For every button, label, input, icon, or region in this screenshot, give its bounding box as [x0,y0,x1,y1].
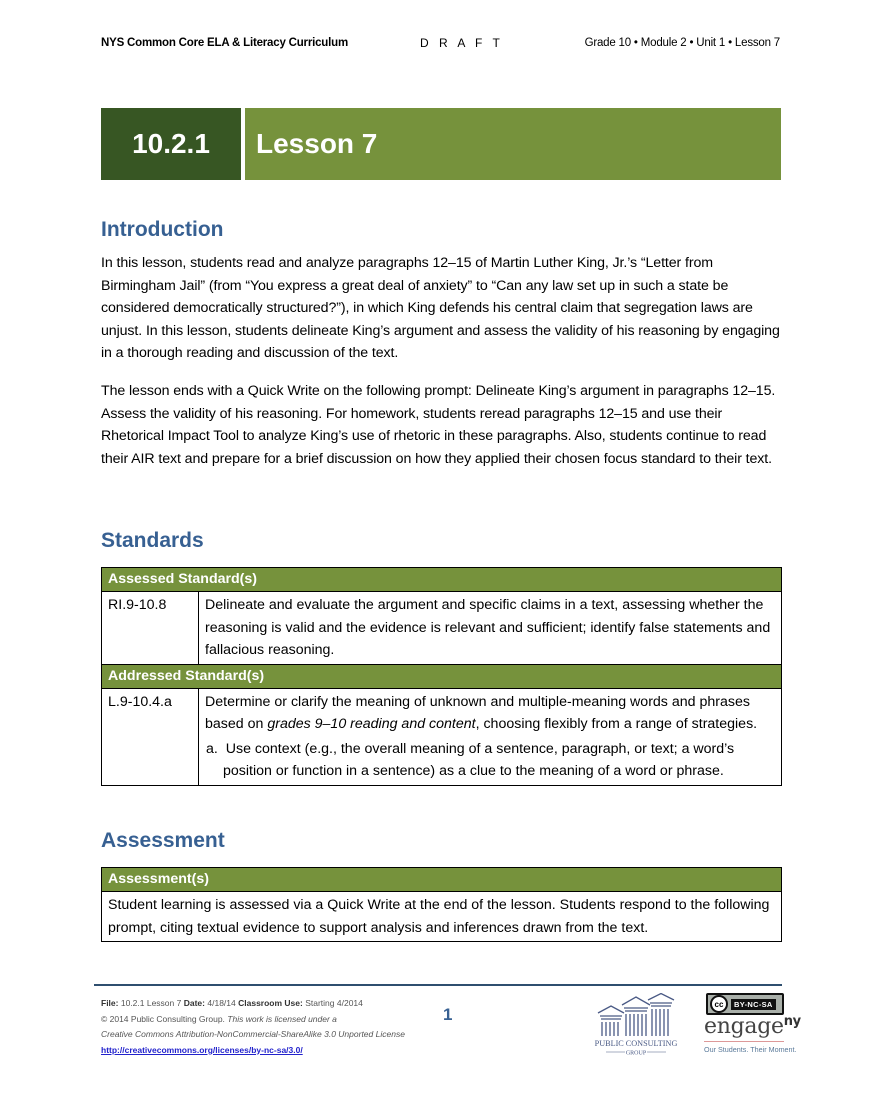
footer-copyright-line [101,1012,405,1028]
cc-license-type: BY-NC-SA [731,999,776,1010]
table-row [102,892,782,942]
standard-code: L.9-10.4.a [102,688,199,785]
footer-divider [94,984,782,986]
standard-text-part: Determine or clarify the meaning of unknown and multiple-meaning words and phrases based on [205,693,750,732]
cc-icon: cc [710,995,728,1013]
engage-wordmark: engage [704,1014,784,1039]
introduction-paragraph-1: In this lesson, students read and analyze paragraphs 12–15 of Martin Luther King, Jr.’s “Letter from Birmingham Jail” (from “You express a great deal of anxiety” to “Can any law set up in such a state be considered democratically structured?”), in which King defends his central claim that segregation laws are unjust. In this lesson, students delineate King’s argument and assess the validity of his reasoning by engaging in a thorough reading and discussion of the text. [101,255,780,361]
standard-main-text [205,691,775,736]
date-label: Date: [183,998,205,1008]
standard-description: Delineate and evaluate the argument and specific claims in a text, assessing whether the reasoning is valid and the evidence is relevant and sufficient; identify false statements and fallacious reasoning. [199,592,782,665]
footer-info [101,996,405,1058]
license-text: This work is licensed under a [227,1013,337,1024]
svg-text:GROUP: GROUP [625,1050,647,1057]
header-lesson-path: Grade 10 • Module 2 • Unit 1 • Lesson 7 [584,37,780,49]
license-link[interactable]: http://creativecommons.org/licenses/by-nc-sa/3.0/ [101,1044,303,1055]
addressed-standards-label: Addressed Standard(s) [102,664,782,688]
introduction-paragraph-2: The lesson ends with a Quick Write on the following prompt: Delineate King’s argument in paragraphs 12–15. Assess the validity of his reasoning. For homework, students reread paragraphs 12–15 and use their Rhetorical Impact Tool to analyze King’s use of rhetoric in these paragraphs. Also, students continue to read their AIR text and prepare for a brief discussion on how they applied their chosen focus standard to their text. [101,383,776,467]
ny-superscript: ny [783,1014,801,1029]
engageny-tagline: Our Students. Their Moment. [704,1045,797,1054]
copyright-text: © 2014 Public Consulting Group. [101,1013,225,1024]
assessment-heading: Assessment [101,829,225,852]
lesson-title-band: Lesson 7 [245,108,781,180]
date-value: 4/18/14 [207,998,236,1008]
lesson-code-box: 10.2.1 [101,108,241,180]
sub-item-marker: a. [206,740,218,757]
standard-text-part: , choosing flexibly from a range of strategies. [475,716,758,732]
standards-table [101,567,782,786]
columns-icon [592,993,680,1057]
assessment-description: Student learning is assessed via a Quick Write at the end of the lesson. Students respond to the following prompt, citing textual evidence to support analysis and inferences drawn from the text. [102,892,782,942]
header-curriculum-title: NYS Common Core ELA & Literacy Curriculum [101,37,348,49]
header-draft-label: D R A F T [420,36,504,50]
assessed-standards-label: Assessed Standard(s) [102,568,782,592]
assessment-label: Assessment(s) [102,868,782,892]
public-consulting-group-logo [592,993,680,1057]
table-row [102,592,782,665]
addressed-standards-header-row [102,664,782,688]
assessment-table [101,867,782,942]
license-name: Creative Commons Attribution-NonCommercial-ShareAlike 3.0 Unported License [101,1029,405,1039]
assessed-standards-header-row [102,568,782,592]
classroom-use-value: Starting 4/2014 [305,998,363,1008]
engageny-rule [704,1041,784,1042]
engageny-logo [704,1014,801,1039]
table-row [102,688,782,785]
standards-heading: Standards [101,529,204,552]
creative-commons-badge [706,993,784,1015]
footer-file-line [101,996,405,1012]
file-value: 10.2.1 Lesson 7 [120,998,182,1008]
page-number: 1 [443,1005,453,1024]
standard-text-italic: grades 9–10 reading and content [267,716,476,732]
standard-code: RI.9-10.8 [102,592,199,665]
assessment-header-row [102,868,782,892]
sub-item-text: Use context (e.g., the overall meaning of a sentence, paragraph, or text; a word’s position or function in a sentence) as a clue to the meaning of a word or phrase. [223,740,735,779]
introduction-heading: Introduction [101,218,224,241]
footer-license-line [101,1027,405,1043]
svg-text:PUBLIC CONSULTING: PUBLIC CONSULTING [594,1039,678,1048]
classroom-use-label: Classroom Use: [238,998,303,1008]
standard-sub-item [205,738,775,783]
standard-description [199,688,782,785]
file-label: File: [101,998,119,1008]
